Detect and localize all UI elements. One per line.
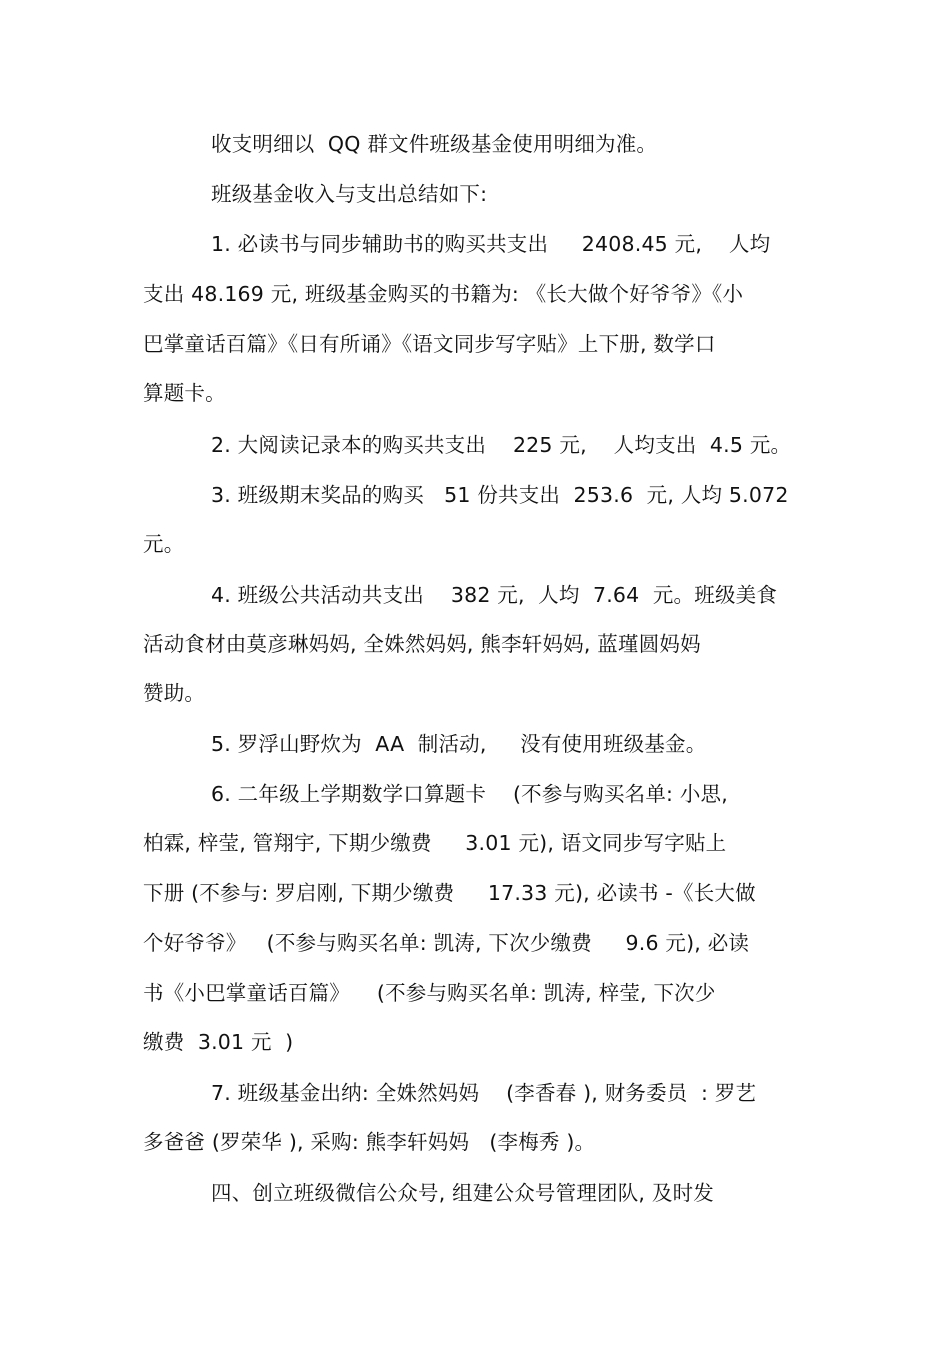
text-line: 5. 罗浮山野炊为 AA 制活动, 没有使用班级基金。: [211, 732, 707, 756]
text-line: 柏霖, 梓莹, 管翔宇, 下期少缴费 3.01 元), 语文同步写字贴上: [143, 831, 727, 855]
text-line: 支出 48.169 元, 班级基金购买的书籍为: 《长大做个好爷爷》《小: [143, 282, 744, 306]
text-line: 6. 二年级上学期数学口算题卡 (不参与购买名单: 小思,: [211, 782, 728, 806]
text-line: 算题卡。: [143, 381, 226, 405]
text-line: 书《小巴掌童话百篇》 (不参与购买名单: 凯涛, 梓莹, 下次少: [143, 981, 716, 1005]
text-line: 赞助。: [143, 681, 206, 705]
text-line: 多爸爸 (罗荣华 ), 采购: 熊李轩妈妈 (李梅秀 )。: [143, 1130, 596, 1154]
text-line: 4. 班级公共活动共支出 382 元, 人均 7.64 元。班级美食: [211, 583, 778, 607]
text-line: 下册 (不参与: 罗启刚, 下期少缴费 17.33 元), 必读书 -《长大做: [143, 881, 756, 905]
text-line: 班级基金收入与支出总结如下:: [211, 182, 488, 206]
text-line: 缴费 3.01 元 ): [143, 1030, 294, 1054]
text-line: 3. 班级期末奖品的购买 51 份共支出 253.6 元, 人均 5.072: [211, 483, 789, 507]
text-line: 四、创立班级微信公众号, 组建公众号管理团队, 及时发: [211, 1181, 714, 1205]
text-line: 2. 大阅读记录本的购买共支出 225 元, 人均支出 4.5 元。: [211, 433, 792, 457]
text-line: 收支明细以 QQ 群文件班级基金使用明细为准。: [211, 132, 658, 156]
text-line: 个好爷爷》 (不参与购买名单: 凯涛, 下次少缴费 9.6 元), 必读: [143, 931, 750, 955]
text-line: 元。: [143, 532, 185, 556]
text-line: 巴掌童话百篇》《日有所诵》《语文同步写字贴》上下册, 数学口: [143, 332, 716, 356]
text-line: 7. 班级基金出纳: 全姝然妈妈 (李香春 ), 财务委员 : 罗艺: [211, 1081, 757, 1105]
text-line: 1. 必读书与同步辅助书的购买共支出 2408.45 元, 人均: [211, 232, 771, 256]
text-line: 活动食材由莫彦琳妈妈, 全姝然妈妈, 熊李轩妈妈, 蓝瑾圆妈妈: [143, 632, 701, 656]
